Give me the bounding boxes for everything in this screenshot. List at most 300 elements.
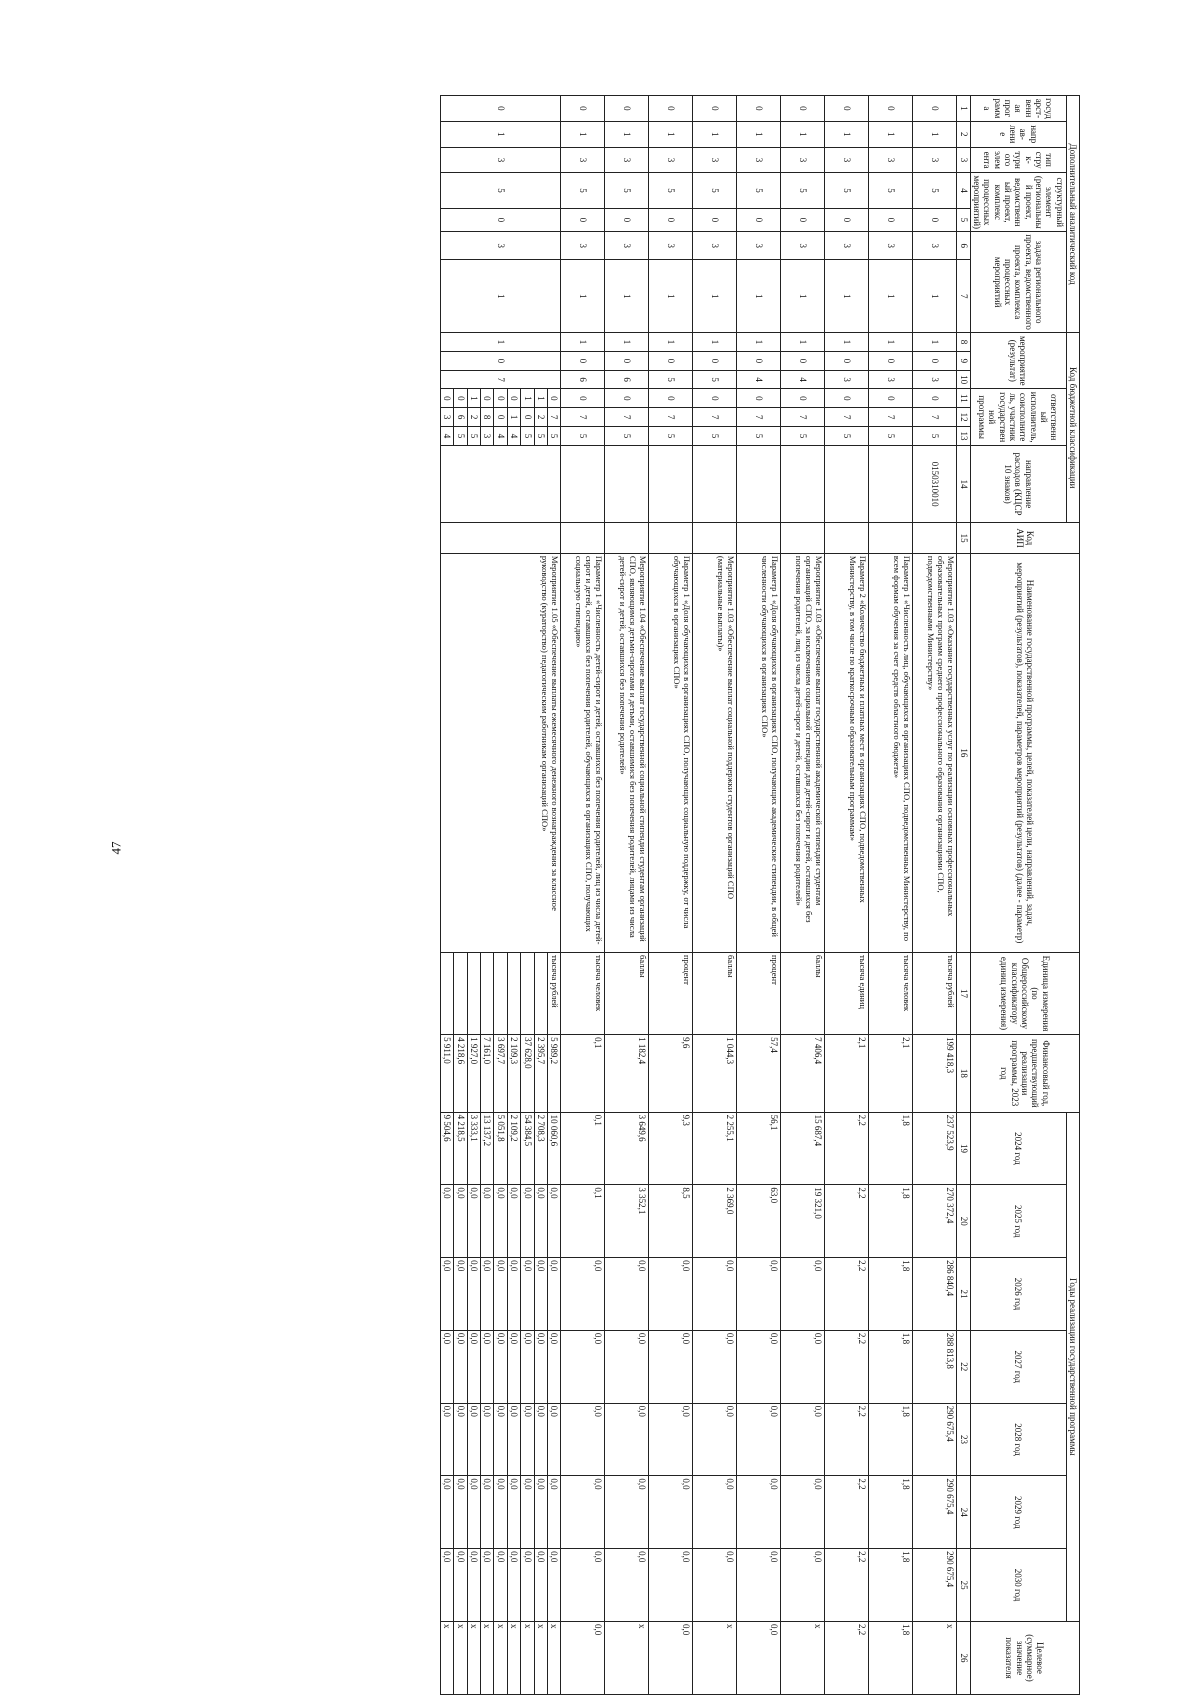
row-unit — [534, 952, 547, 1034]
code-cell: 0 — [649, 389, 693, 408]
value-cell: 1,8 — [869, 1403, 913, 1476]
code-cell: 1 — [869, 260, 913, 333]
value-cell: 2,1 — [869, 1035, 913, 1112]
value-cell: 0,0 — [467, 1185, 480, 1258]
code-cell: 0 — [737, 208, 781, 231]
code-cell: 0 — [781, 208, 825, 231]
code-cell: 1 — [913, 260, 957, 333]
code-cell: 3 — [649, 147, 693, 173]
value-cell: 2 369,0 — [693, 1185, 737, 1258]
aip-cell — [869, 523, 913, 554]
code-cell: 5 — [693, 173, 737, 208]
code-cell: 1 — [605, 121, 649, 147]
code-cell: 8 — [481, 408, 494, 427]
value-cell: 0,0 — [521, 1549, 534, 1622]
value-cell: 56,1 — [737, 1112, 781, 1185]
code-cell: 5 — [534, 427, 547, 446]
value-cell: 0,1 — [561, 1112, 605, 1185]
code-cell: 2 — [534, 408, 547, 427]
code-cell: 3 — [825, 232, 869, 260]
value-cell: 0,0 — [534, 1403, 547, 1476]
code-cell: 1 — [693, 333, 737, 352]
value-cell: 0,0 — [454, 1549, 467, 1622]
code-cell: 3 — [869, 232, 913, 260]
value-cell: 9,6 — [649, 1035, 693, 1112]
code-cell: 5 — [441, 173, 561, 208]
value-cell: 0,0 — [561, 1330, 605, 1403]
value-cell: 63,0 — [737, 1185, 781, 1258]
value-cell: 54 384,5 — [521, 1112, 534, 1185]
value-cell: х — [534, 1622, 547, 1695]
code-cell: 0 — [693, 208, 737, 231]
value-cell: 13 137,2 — [481, 1112, 494, 1185]
code-cell: 1 — [649, 260, 693, 333]
table-row — [737, 96, 781, 1695]
row-description: Параметр 1 «Доля обучающихся в организациях СПО, получающих социальную поддержку, от числа обучающихся в организациях СПО» — [649, 553, 693, 952]
value-cell: х — [605, 1622, 649, 1695]
code-cell: 4 — [737, 370, 781, 389]
value-cell: 0,0 — [547, 1549, 560, 1622]
code-cell: 3 — [693, 232, 737, 260]
aip-cell — [561, 523, 605, 554]
value-cell: 0,0 — [481, 1330, 494, 1403]
code-cell: 0 — [737, 351, 781, 370]
code-cell: 3 — [605, 232, 649, 260]
code-cell: 5 — [561, 427, 605, 446]
code-cell: 0 — [481, 389, 494, 408]
code-cell: 5 — [869, 173, 913, 208]
expense-code — [561, 445, 605, 522]
code-cell: 3 — [869, 370, 913, 389]
value-cell: 2 708,3 — [534, 1112, 547, 1185]
value-cell: 0,0 — [649, 1549, 693, 1622]
code-cell: 3 — [781, 147, 825, 173]
code-cell: 3 — [605, 147, 649, 173]
value-cell: 0,0 — [494, 1330, 507, 1403]
code-cell: 3 — [561, 147, 605, 173]
code-cell: 7 — [869, 408, 913, 427]
code-cell: 1 — [737, 333, 781, 352]
value-cell: 0,0 — [649, 1622, 693, 1695]
column-number: 9 — [957, 351, 970, 370]
code-cell: 1 — [521, 389, 534, 408]
value-cell: 0,0 — [521, 1185, 534, 1258]
value-cell: 0,0 — [534, 1549, 547, 1622]
value-cell: 0,0 — [605, 1403, 649, 1476]
code-cell: 7 — [547, 408, 560, 427]
row-unit — [454, 952, 467, 1034]
column-number: 24 — [957, 1476, 970, 1549]
code-cell: 0 — [507, 389, 520, 408]
column-number: 12 — [957, 408, 970, 427]
code-cell: 3 — [441, 147, 561, 173]
value-cell: 0,0 — [693, 1549, 737, 1622]
value-cell: 0,0 — [481, 1549, 494, 1622]
row-unit: процент — [649, 952, 693, 1034]
code-cell: 0 — [913, 96, 957, 122]
value-cell: 290 675,4 — [913, 1403, 957, 1476]
aip-cell — [737, 523, 781, 554]
value-cell: 0,0 — [561, 1258, 605, 1331]
code-cell: 7 — [441, 370, 561, 389]
value-cell: 0,0 — [467, 1476, 480, 1549]
value-cell: 0,0 — [521, 1476, 534, 1549]
value-cell: 0,0 — [737, 1403, 781, 1476]
value-cell: 0,0 — [481, 1185, 494, 1258]
value-cell: 3 352,1 — [605, 1185, 649, 1258]
year-2025: 2025 год — [970, 1185, 1066, 1258]
code-cell: 1 — [507, 408, 520, 427]
code-cell: 1 — [825, 260, 869, 333]
code-cell: 3 — [781, 232, 825, 260]
year-2026: 2026 год — [970, 1258, 1066, 1331]
value-cell: 0,0 — [521, 1330, 534, 1403]
value-cell: 2 109,2 — [507, 1112, 520, 1185]
value-cell: 290 675,4 — [913, 1549, 957, 1622]
target-header: Целевое (суммарное) значение показателя — [970, 1622, 1079, 1695]
column-number: 26 — [957, 1622, 970, 1695]
value-cell: 2,2 — [825, 1622, 869, 1695]
value-cell: 0,0 — [561, 1622, 605, 1695]
code-cell: 1 — [649, 333, 693, 352]
value-cell: 5 051,8 — [494, 1112, 507, 1185]
code-cell: 0 — [693, 389, 737, 408]
column-number: 20 — [957, 1185, 970, 1258]
code-cell: 1 — [441, 333, 561, 352]
expense-code — [693, 445, 737, 522]
value-cell: 0,0 — [547, 1185, 560, 1258]
value-cell: 0,0 — [561, 1403, 605, 1476]
code-cell: 1 — [534, 389, 547, 408]
value-cell: 0,0 — [534, 1476, 547, 1549]
code-cell: 0 — [605, 389, 649, 408]
struct-header: структурный элемент (региональный проект, ведомственный проект, комплекс процессных мероприятий) — [970, 173, 1066, 232]
code-cell: 3 — [913, 370, 957, 389]
value-cell: 4 218,6 — [454, 1035, 467, 1112]
code-cell: 1 — [825, 121, 869, 147]
code-cell: 0 — [441, 351, 561, 370]
expense-code: 0150310010 — [913, 445, 957, 522]
value-cell: 1,8 — [869, 1622, 913, 1695]
year-2027: 2027 год — [970, 1330, 1066, 1403]
code-cell: 5 — [869, 427, 913, 446]
value-cell: 57,4 — [737, 1035, 781, 1112]
value-cell: 1,8 — [869, 1476, 913, 1549]
code-cell: 5 — [467, 427, 480, 446]
row-unit: тысяча человек — [869, 952, 913, 1034]
value-cell: 0,0 — [561, 1549, 605, 1622]
value-cell: 0,0 — [441, 1549, 454, 1622]
code-cell: 7 — [737, 408, 781, 427]
value-cell: 0,0 — [547, 1476, 560, 1549]
code-cell: 5 — [561, 173, 605, 208]
row-description: Мероприятие 1.03 «Оказание государственных услуг по реализации основных профессиональных образовательных программ среднего профессионального образования организациями СПО, подведомственными Министерству» — [913, 553, 957, 952]
code-cell: 0 — [825, 96, 869, 122]
value-cell: 0,0 — [454, 1258, 467, 1331]
column-number: 22 — [957, 1330, 970, 1403]
column-numbers-row — [957, 96, 970, 1695]
code-cell: 5 — [605, 173, 649, 208]
code-cell: 1 — [913, 121, 957, 147]
value-cell: 0,0 — [693, 1258, 737, 1331]
code-cell: 0 — [441, 208, 561, 231]
value-cell: 0,0 — [547, 1330, 560, 1403]
value-cell: 0,0 — [481, 1403, 494, 1476]
program-table — [440, 95, 1080, 1695]
code-cell: 5 — [737, 173, 781, 208]
value-cell: 2,2 — [825, 1112, 869, 1185]
column-number: 8 — [957, 333, 970, 352]
expense-code — [649, 445, 693, 522]
value-cell: х — [454, 1622, 467, 1695]
rotated-table-container — [165, 95, 1080, 1695]
code-cell: 3 — [481, 427, 494, 446]
code-cell: 6 — [605, 370, 649, 389]
code-cell: 0 — [441, 389, 454, 408]
table-row — [561, 96, 605, 1695]
code-cell: 5 — [649, 370, 693, 389]
row-unit: тысяча человек — [561, 952, 605, 1034]
value-cell: 199 418,3 — [913, 1035, 957, 1112]
code-cell: 0 — [693, 96, 737, 122]
column-number: 23 — [957, 1403, 970, 1476]
value-cell: 1 927,0 — [467, 1035, 480, 1112]
code-cell: 3 — [561, 232, 605, 260]
code-cell: 1 — [561, 121, 605, 147]
row-description: Параметр 1 «Численность лиц, обучающихся в организациях СПО, подведомственных Министерству, по всем формам обучения за счет средств областного бюджета» — [869, 553, 913, 952]
aip-cell — [605, 523, 649, 554]
year-2029: 2029 год — [970, 1476, 1066, 1549]
code-cell: 5 — [825, 173, 869, 208]
code-cell: 0 — [605, 208, 649, 231]
column-number: 3 — [957, 147, 970, 173]
value-cell: 5 989,2 — [547, 1035, 560, 1112]
code-cell: 0 — [649, 96, 693, 122]
code-cell: 1 — [869, 333, 913, 352]
column-number: 25 — [957, 1549, 970, 1622]
value-cell: 0,0 — [649, 1258, 693, 1331]
value-cell: 2,2 — [825, 1258, 869, 1331]
value-cell: 0,0 — [454, 1185, 467, 1258]
value-cell: 0,0 — [534, 1185, 547, 1258]
value-cell: 7 161,0 — [481, 1035, 494, 1112]
code-cell: 2 — [467, 408, 480, 427]
value-cell: 0,0 — [605, 1476, 649, 1549]
code-cell: 1 — [561, 333, 605, 352]
value-cell: 0,0 — [649, 1403, 693, 1476]
value-cell: 0,1 — [561, 1185, 605, 1258]
value-cell: 2 255,1 — [693, 1112, 737, 1185]
row-unit — [441, 952, 454, 1034]
resp-header: ответственный исполнитель, соисполнитель, участник государственной программы — [970, 389, 1066, 445]
aip-cell — [693, 523, 737, 554]
expense-code — [869, 445, 913, 522]
code-cell: 5 — [913, 427, 957, 446]
code-cell: 0 — [561, 351, 605, 370]
value-cell: 0,0 — [781, 1258, 825, 1331]
row-unit — [481, 952, 494, 1034]
table-body — [441, 96, 957, 1695]
code-cell: 0 — [913, 389, 957, 408]
value-cell: 288 813,8 — [913, 1330, 957, 1403]
value-cell: 1,8 — [869, 1185, 913, 1258]
gp-header: государст-венная программа — [970, 96, 1066, 122]
code-cell: 0 — [913, 351, 957, 370]
code-cell: 0 — [869, 351, 913, 370]
code-cell: 5 — [547, 427, 560, 446]
column-number: 19 — [957, 1112, 970, 1185]
value-cell: 1,8 — [869, 1112, 913, 1185]
code-cell: 5 — [825, 427, 869, 446]
value-cell: 0,0 — [507, 1476, 520, 1549]
value-cell: 0,0 — [494, 1258, 507, 1331]
code-cell: 5 — [649, 173, 693, 208]
value-cell: 0,0 — [649, 1476, 693, 1549]
code-cell: 1 — [467, 389, 480, 408]
column-number: 13 — [957, 427, 970, 446]
year-2024: 2024 год — [970, 1112, 1066, 1185]
value-cell: х — [441, 1622, 454, 1695]
value-cell: х — [481, 1622, 494, 1695]
column-number: 17 — [957, 952, 970, 1034]
code-cell: 0 — [869, 389, 913, 408]
code-cell: 6 — [454, 408, 467, 427]
value-cell: 0,0 — [454, 1476, 467, 1549]
column-number: 11 — [957, 389, 970, 408]
value-cell: 0,0 — [737, 1258, 781, 1331]
code-cell: 3 — [825, 370, 869, 389]
value-cell: 0,0 — [521, 1403, 534, 1476]
code-cell: 0 — [547, 389, 560, 408]
code-cell: 7 — [825, 408, 869, 427]
code-cell: 1 — [605, 260, 649, 333]
value-cell: 290 675,4 — [913, 1476, 957, 1549]
expense-code — [825, 445, 869, 522]
table-row — [605, 96, 649, 1695]
value-cell: 0,0 — [534, 1258, 547, 1331]
code-cell: 5 — [605, 427, 649, 446]
value-cell: 0,0 — [605, 1330, 649, 1403]
row-unit: тысяча рублей — [547, 952, 560, 1034]
row-unit — [467, 952, 480, 1034]
value-cell: 0,0 — [605, 1258, 649, 1331]
value-cell: 2 109,3 — [507, 1035, 520, 1112]
code-cell: 0 — [605, 96, 649, 122]
code-cell: 1 — [781, 121, 825, 147]
code-cell: 0 — [649, 351, 693, 370]
value-cell: 3 333,1 — [467, 1112, 480, 1185]
code-cell: 0 — [825, 389, 869, 408]
row-description: Мероприятие 1.05 «Обеспечение выплаты ежемесячного денежного вознаграждения за классное руководство (кураторство) педагогическим работникам организаций СПО» — [441, 553, 561, 952]
row-unit: баллы — [781, 952, 825, 1034]
code-cell: 3 — [649, 232, 693, 260]
value-cell: 0,0 — [494, 1549, 507, 1622]
column-number: 18 — [957, 1035, 970, 1112]
value-cell: 7 406,4 — [781, 1035, 825, 1112]
value-cell: х — [693, 1622, 737, 1695]
code-cell: 3 — [737, 147, 781, 173]
value-cell: 0,0 — [441, 1330, 454, 1403]
code-cell: 7 — [781, 408, 825, 427]
code-cell: 4 — [494, 427, 507, 446]
row-unit — [494, 952, 507, 1034]
aip-cell — [781, 523, 825, 554]
name-header: Наименование государственной программы, целей, показателей цели, направлений, задач, мероприятий (результатов), показателей, параметров мероприятий (результатов) (далее - параметр) — [970, 553, 1079, 952]
column-number: 16 — [957, 553, 970, 952]
code-cell: 0 — [494, 408, 507, 427]
code-cell: 1 — [649, 121, 693, 147]
code-cell: 7 — [561, 408, 605, 427]
code-cell: 0 — [781, 389, 825, 408]
value-cell: 4 218,5 — [454, 1112, 467, 1185]
row-unit: тысяча единиц — [825, 952, 869, 1034]
expense-code — [605, 445, 649, 522]
table-row — [913, 96, 957, 1695]
row-description: Мероприятие 1.03 «Обеспечение выплат государственной академической стипендии студентам организаций СПО, за исключением социальной стипендии для детей-сирот и детей, оставшихся без попечения родителей, лиц из числа детей-сирот и детей, оставшихся без попечения родителей» — [781, 553, 825, 952]
column-number: 15 — [957, 523, 970, 554]
value-cell: 1,8 — [869, 1330, 913, 1403]
value-cell: 0,0 — [737, 1622, 781, 1695]
value-cell: 0,0 — [467, 1258, 480, 1331]
value-cell: 0,0 — [781, 1330, 825, 1403]
code-cell: 4 — [507, 427, 520, 446]
value-cell: 0,0 — [467, 1549, 480, 1622]
code-cell: 1 — [441, 260, 561, 333]
value-cell: 0,0 — [441, 1258, 454, 1331]
value-cell: 0,0 — [737, 1330, 781, 1403]
expense-code — [441, 445, 561, 522]
code-cell: 1 — [737, 121, 781, 147]
budget-code-header: Код бюджетной классификации — [1066, 333, 1079, 523]
row-unit — [521, 952, 534, 1034]
value-cell: 1,8 — [869, 1258, 913, 1331]
column-number: 21 — [957, 1258, 970, 1331]
value-cell: 0,0 — [494, 1476, 507, 1549]
code-cell: 7 — [605, 408, 649, 427]
code-cell: 0 — [494, 389, 507, 408]
value-cell: 237 523,9 — [913, 1112, 957, 1185]
value-cell: 0,0 — [507, 1185, 520, 1258]
code-cell: 3 — [737, 232, 781, 260]
code-cell: 1 — [441, 121, 561, 147]
table-row — [649, 96, 693, 1695]
value-cell: 0,0 — [737, 1476, 781, 1549]
table-row — [825, 96, 869, 1695]
year-2030: 2030 год — [970, 1549, 1066, 1622]
value-cell: 0,0 — [781, 1476, 825, 1549]
aip-cell — [913, 523, 957, 554]
value-cell: 0,0 — [693, 1403, 737, 1476]
code-cell: 3 — [441, 232, 561, 260]
value-cell: 0,0 — [781, 1549, 825, 1622]
page-number: 47 — [108, 841, 124, 855]
value-cell: 1,8 — [869, 1549, 913, 1622]
value-cell: 2,2 — [825, 1403, 869, 1476]
column-number: 10 — [957, 370, 970, 389]
value-cell: 8,5 — [649, 1185, 693, 1258]
years-header: Годы реализации государственной программы — [1066, 1112, 1079, 1621]
value-cell: 0,0 — [441, 1403, 454, 1476]
value-cell: 0,0 — [507, 1403, 520, 1476]
code-cell: 0 — [441, 96, 561, 122]
code-cell: 5 — [649, 427, 693, 446]
expense-code — [781, 445, 825, 522]
code-cell: 0 — [825, 208, 869, 231]
code-cell: 0 — [781, 96, 825, 122]
code-cell: 0 — [825, 351, 869, 370]
value-cell: 10 060,6 — [547, 1112, 560, 1185]
code-cell: 3 — [913, 232, 957, 260]
